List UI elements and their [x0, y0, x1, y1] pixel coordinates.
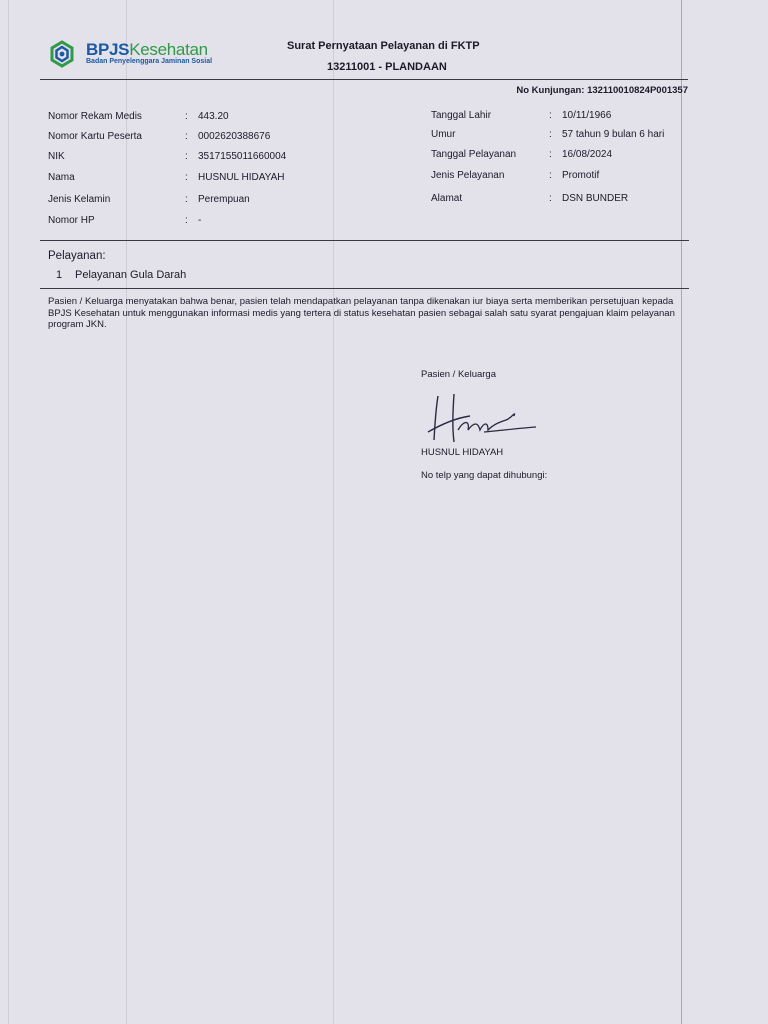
field-colon: : [549, 129, 552, 140]
field-label-tanggal-lahir: Tanggal Lahir [431, 110, 492, 121]
field-label-jenis-kelamin: Jenis Kelamin [48, 194, 111, 205]
field-colon: : [185, 111, 188, 122]
field-value-umur: 57 tahun 9 bulan 6 hari [562, 129, 665, 140]
document-title: Surat Pernyataan Pelayanan di FKTP [287, 40, 480, 52]
field-colon: : [185, 131, 188, 142]
brand-name [86, 40, 208, 60]
services-divider [40, 288, 689, 289]
field-value-alamat: DSN BUNDER [562, 193, 629, 204]
signature-label: Pasien / Keluarga [421, 369, 496, 380]
field-value-nama: HUSNUL HIDAYAH [198, 172, 285, 183]
field-colon: : [185, 194, 188, 205]
pelayanan-heading: Pelayanan: [48, 250, 106, 262]
field-value-tanggal-lahir: 10/11/1966 [562, 110, 612, 121]
field-value-kartu-peserta: 0002620388676 [198, 131, 271, 142]
paper-crease [333, 0, 334, 1024]
field-colon: : [185, 151, 188, 162]
field-colon: : [185, 172, 188, 183]
brand-kesehatan: Kesehatan [129, 40, 208, 59]
field-label-rekam-medis: Nomor Rekam Medis [48, 111, 142, 122]
paper-crease [8, 0, 9, 1024]
field-label-alamat: Alamat [431, 193, 463, 204]
visit-number: No Kunjungan: 132110010824P001357 [516, 85, 688, 96]
service-item-name: Pelayanan Gula Darah [75, 269, 187, 281]
bpjs-logo [48, 40, 238, 70]
paper-edge [681, 0, 682, 1024]
service-item-number: 1 [56, 269, 63, 281]
field-label-nama: Nama [48, 172, 75, 183]
consent-statement: Pasien / Keluarga menyatakan bahwa benar, pasien telah mendapatkan pelayanan tanpa dikenakan iur biaya serta memberikan persetujuan kepada BPJS Kesehatan untuk menggunakan informasi medis yang tertera di status kesehatan pasien sebagai salah satu syarat pengajuan klaim pelayanan program JKN. [48, 296, 675, 330]
field-value-nik: 3517155011660004 [198, 151, 287, 162]
paper-crease [126, 0, 127, 1024]
field-value-rekam-medis: 443.20 [198, 111, 229, 122]
field-label-kartu-peserta: Nomor Kartu Peserta [48, 131, 142, 142]
field-colon: : [549, 193, 552, 204]
field-label-umur: Umur [431, 129, 456, 140]
handwritten-signature [424, 388, 542, 448]
field-label-tanggal-pelayanan: Tanggal Pelayanan [431, 149, 517, 160]
field-colon: : [185, 215, 188, 226]
fields-divider [40, 240, 689, 241]
field-label-nik: NIK [48, 151, 65, 162]
brand-tagline: Badan Penyelenggara Jaminan Sosial [86, 58, 213, 65]
bpjs-emblem-icon [48, 40, 76, 68]
field-value-jenis-kelamin: Perempuan [198, 194, 250, 205]
header-divider [40, 79, 688, 80]
signatory-name: HUSNUL HIDAYAH [421, 447, 504, 458]
brand-bpjs: BPJS [86, 40, 130, 59]
field-value-nomor-hp: - [198, 215, 202, 226]
facility-code: 13211001 - PLANDAAN [327, 61, 447, 73]
field-label-jenis-pelayanan: Jenis Pelayanan [431, 170, 505, 181]
field-label-nomor-hp: Nomor HP [48, 215, 95, 226]
field-value-tanggal-pelayanan: 16/08/2024 [562, 149, 613, 160]
field-colon: : [549, 170, 552, 181]
field-value-jenis-pelayanan: Promotif [562, 170, 600, 181]
field-colon: : [549, 149, 552, 160]
field-colon: : [549, 110, 552, 121]
phone-contact-label: No telp yang dapat dihubungi: [421, 470, 548, 481]
